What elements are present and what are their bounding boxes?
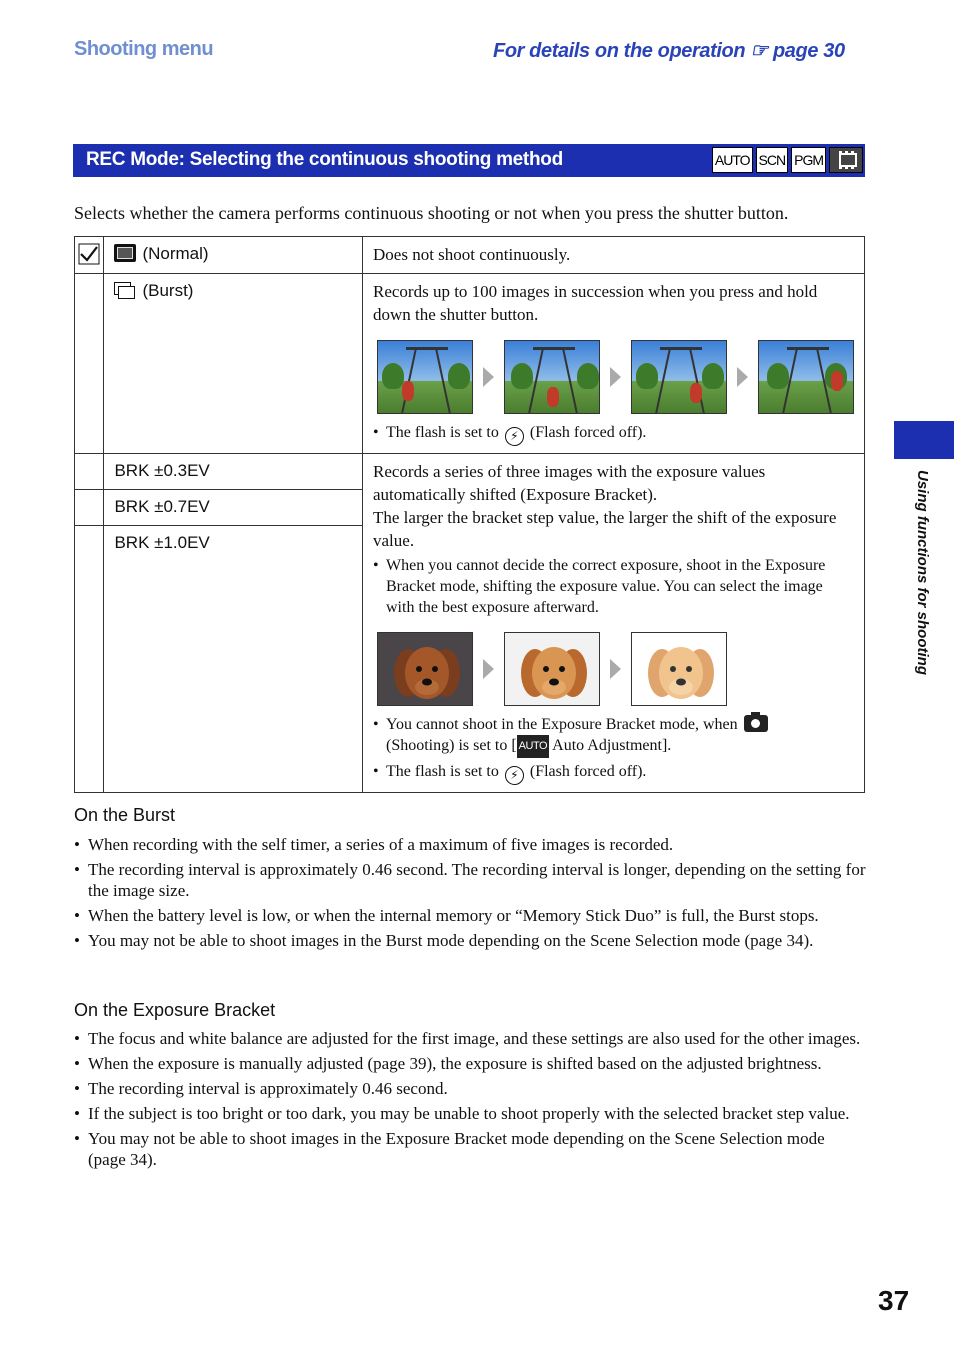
burst-notes-heading: On the Burst — [74, 805, 176, 825]
list-item: • The recording interval is approximately 0.46 second. — [74, 1078, 866, 1099]
checkmark-icon — [78, 243, 100, 265]
bracket-flash-note: • The flash is set to ⚡ (Flash forced off). — [373, 761, 854, 785]
mode-icons — [712, 147, 863, 173]
bracket-restriction-note: • You cannot shoot in the Exposure Bracket mode, when (Shooting) is set to [ AUTO Auto Adjustment]. — [373, 714, 854, 758]
dog-photo-normal — [504, 632, 600, 706]
chapter-tab — [894, 421, 954, 459]
camera-icon — [744, 715, 768, 732]
pgm-mode-icon: PGM — [791, 147, 826, 173]
bracket-notes-list — [74, 1028, 866, 1174]
bracket-notes-heading: On the Exposure Bracket — [74, 1000, 276, 1020]
list-item: • You may not be able to shoot images in the Burst mode depending on the Scene Selection mode (page 34). — [74, 930, 866, 951]
settings-table — [74, 236, 865, 793]
mode-desc-burst: Records up to 100 images in succession when you press and hold down the shutter button. • The flash is set to ⚡ (Flash forced off). — [363, 274, 865, 454]
list-item: • The focus and white balance are adjusted for the first image, and these settings are also used for the other images. — [74, 1028, 866, 1049]
arrow-icon — [483, 367, 494, 387]
list-item: • You may not be able to shoot images in the Exposure Bracket mode depending on the Scene Selection mode (page 34). — [74, 1128, 866, 1170]
list-item: • When recording with the self timer, a series of a maximum of five images is recorded. — [74, 834, 866, 855]
burst-icon — [114, 282, 136, 300]
table-row — [75, 274, 865, 454]
mode-desc-bracket: Records a series of three images with the exposure values automatically shifted (Exposure Bracket). The larger the bracket step value, the larger the shift of the exposure value. • When you cannot decide the correct exposure, shoot in the Exposure Bracket mode, shifting the exposure value. You can select the image with the best exposure afterward. • You cannot shoot in the Exposure Bracket mode, when (Shooting) is set to [ AUTO Auto Adjustment]. • The flash is set to ⚡ (Flash forced off). — [363, 454, 865, 793]
mode-label-brk-07: BRK ±0.7EV — [104, 490, 363, 526]
page-number: 37 — [878, 1285, 910, 1316]
section-title-bar — [73, 144, 865, 177]
normal-shooting-icon — [114, 244, 136, 262]
list-item: • When the battery level is low, or when the internal memory or “Memory Stick Duo” is full, the Burst stops. — [74, 905, 866, 926]
chapter-tab-label: Using functions for shooting — [914, 470, 931, 675]
bracket-bullet: • When you cannot decide the correct exposure, shoot in the Exposure Bracket mode, shifting the exposure value. You can select the image with the best exposure afterward. — [373, 555, 854, 618]
auto-adjustment-icon: AUTO — [517, 735, 549, 758]
flash-off-icon: ⚡ — [505, 427, 524, 446]
section-title: REC Mode: Selecting the continuous shooting method — [86, 149, 563, 170]
swing-photo-3 — [631, 340, 727, 414]
mode-desc-normal: Does not shoot continuously. — [363, 237, 865, 274]
running-header-details: For details on the operation ☞ page 30 — [493, 40, 845, 62]
table-row — [75, 237, 865, 274]
running-header-section: Shooting menu — [74, 38, 214, 60]
arrow-icon — [737, 367, 748, 387]
scn-mode-icon: SCN — [756, 147, 789, 173]
mode-label-normal: (Normal) — [104, 237, 363, 274]
flash-off-icon: ⚡ — [505, 766, 524, 785]
dog-photo-bright — [631, 632, 727, 706]
arrow-icon — [610, 367, 621, 387]
table-row — [75, 454, 865, 490]
auto-mode-icon: AUTO — [712, 147, 753, 173]
intro-text: Selects whether the camera performs continuous shooting or not when you press the shutter button. — [74, 203, 789, 223]
list-item: • When the exposure is manually adjusted (page 39), the exposure is shifted based on the adjusted brightness. — [74, 1053, 866, 1074]
swing-photo-2 — [504, 340, 600, 414]
dog-photo-dark — [377, 632, 473, 706]
arrow-icon — [483, 659, 494, 679]
list-item: • The recording interval is approximately 0.46 second. The recording interval is longer, depending on the setting for the image size. — [74, 859, 866, 901]
list-item: • If the subject is too bright or too dark, you may be unable to shoot properly with the selected bracket step value. — [74, 1103, 866, 1124]
bracket-image-sequence — [377, 632, 854, 706]
mode-label-brk-10: BRK ±1.0EV — [104, 526, 363, 793]
arrow-icon — [610, 659, 621, 679]
burst-flash-note: • The flash is set to ⚡ (Flash forced off). — [373, 422, 854, 446]
film-icon — [829, 147, 863, 173]
mode-label-burst: (Burst) — [104, 274, 363, 454]
swing-photo-1 — [377, 340, 473, 414]
mode-label-brk-03: BRK ±0.3EV — [104, 454, 363, 490]
burst-image-sequence — [377, 340, 854, 414]
swing-photo-4 — [758, 340, 854, 414]
burst-notes-list — [74, 834, 866, 955]
default-checkmark-cell — [75, 237, 104, 274]
